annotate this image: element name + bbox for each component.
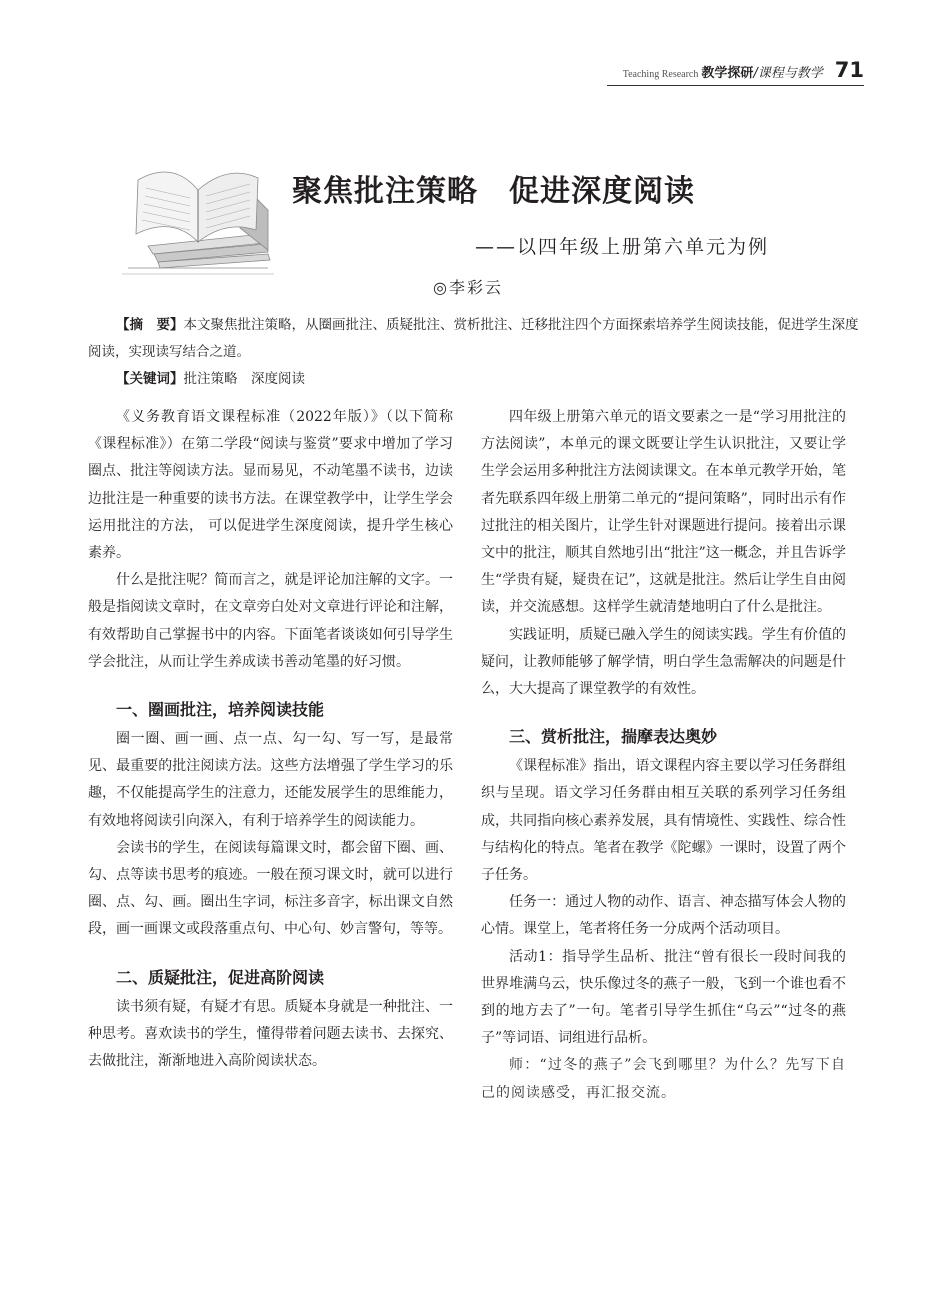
section-heading-3: 三、赏析批注，揣摩表达奥妙 bbox=[509, 727, 718, 747]
paragraph: 活动1：指导学生品析、批注“曾有很长一段时间我的世界堆满乌云，快乐像过冬的燕子一般，飞到一个谁也看不到的地方去了”一句。笔者引导学生抓住“乌云”“过冬的燕子”等词语、词组进行品析。 bbox=[481, 948, 846, 1047]
dialogue-paragraph: 师：“过冬的燕子”会飞到哪里？为什么？先写下自己的阅读感受，再汇报交流。 bbox=[481, 1057, 846, 1101]
header-rule bbox=[607, 85, 864, 86]
paragraph: 什么是批注呢？简而言之，就是评论加注解的文字。一般是指阅读文章时，在文章旁白处对文章进行评论和注解，有效帮助自己掌握书中的内容。下面笔者谈谈如何引导学生学会批注，从而让学生养成读书善动笔墨的好习惯。 bbox=[88, 572, 453, 670]
paragraph: 会读书的学生，在阅读每篇课文时，都会留下圈、画、勾、点等读书思考的痕迹。一般在预习课文时，就可以进行圈、点、勾、画。圈出生字词，标注多音字，标出课文自然段，画一画课文或段落重点句、中心句、妙言警句，等等。 bbox=[88, 839, 453, 938]
header-column-title: 教学探研 bbox=[701, 66, 754, 81]
keywords-label: 【关键词】 bbox=[116, 371, 184, 387]
left-column bbox=[88, 404, 453, 1075]
abstract-text: 本文聚焦批注策略，从圈画批注、质疑批注、赏析批注、迁移批注四个方面探索培养学生阅读技能，促进学生深度阅读，实现读写结合之道。 bbox=[88, 317, 859, 360]
paragraph: 《义务教育语文课程标准（2022年版）》（以下简称《课程标准》）在第二学段“阅读与鉴赏”要求中增加了学习圈点、批注等阅读方法。显而易见，不动笔墨不读书，边读边批注是一种重要的读书方法。在课堂教学中，让学生学会运用批注的方法， 可以促进学生深度阅读，提升学生核心素养。 bbox=[88, 409, 453, 562]
open-book-illustration bbox=[118, 150, 280, 280]
article-subtitle: ——以四年级上册第六单元为例 bbox=[475, 236, 770, 258]
abstract bbox=[88, 312, 862, 366]
keywords bbox=[88, 366, 862, 393]
paragraph: 读书须有疑，有疑才有思。质疑本身就是一种批注、一种思考。喜欢读书的学生，懂得带着问题去读书、去探究、去做批注，渐渐地进入高阶阅读状态。 bbox=[88, 998, 453, 1070]
keywords-text: 批注策略 深度阅读 bbox=[183, 371, 305, 387]
header-column-subtitle: /课程与教学 bbox=[753, 66, 823, 81]
page-number: 71 bbox=[834, 58, 864, 82]
article-title: 聚焦批注策略 促进深度阅读 bbox=[292, 174, 695, 209]
section-heading-1: 一、圈画批注，培养阅读技能 bbox=[116, 700, 325, 720]
abstract-label: 【摘 要】 bbox=[116, 317, 184, 333]
paragraph: 四年级上册第六单元的语文要素之一是“学习用批注的方法阅读”，本单元的课文既要让学生认识批注，又要让学生学会运用多种批注方法阅读课文。在本单元教学开始，笔者先联系四年级上册第二单元的“提问策略”，同时出示有作过批注的相关图片，让学生针对课题进行提问。接着出示课文中的批注，顺其自然地引出“批注”这一概念，并且告诉学生“学贵有疑，疑贵在记”，这就是批注。然后让学生自由阅读，并交流感想。这样学生就清楚地明白了什么是批注。 bbox=[481, 409, 846, 616]
paragraph: 圈一圈、画一画、点一点、勾一勾、写一写，是最常见、最重要的批注阅读方法。这些方法增强了学生学习的乐趣，不仅能提高学生的注意力，还能发展学生的思维能力，有效地将阅读引向深入，有利于培养学生的阅读能力。 bbox=[88, 731, 453, 829]
right-column bbox=[481, 404, 846, 1107]
paragraph: 《课程标准》指出，语文课程内容主要以学习任务群组织与呈现。语文学习任务群由相互关联的系列学习任务组成，共同指向核心素养发展，具有情境性、实践性、综合性与结构化的特点。笔者在教学《陀螺》一课时，设置了两个子任务。 bbox=[481, 758, 846, 884]
running-header bbox=[623, 58, 864, 86]
paragraph: 任务一：通过人物的动作、语言、神态描写体会人物的心情。课堂上，笔者将任务一分成两个活动项目。 bbox=[481, 894, 846, 938]
header-teaching-research: Teaching Research bbox=[622, 69, 699, 80]
article-author: ◎李彩云 bbox=[433, 278, 503, 297]
abstract-block bbox=[88, 312, 862, 393]
paragraph: 实践证明，质疑已融入学生的阅读实践。学生有价值的疑问，让教师能够了解学情，明白学生急需解决的问题是什么，大大提高了课堂教学的有效性。 bbox=[481, 626, 846, 698]
section-heading-2: 二、质疑批注，促进高阶阅读 bbox=[116, 967, 325, 987]
